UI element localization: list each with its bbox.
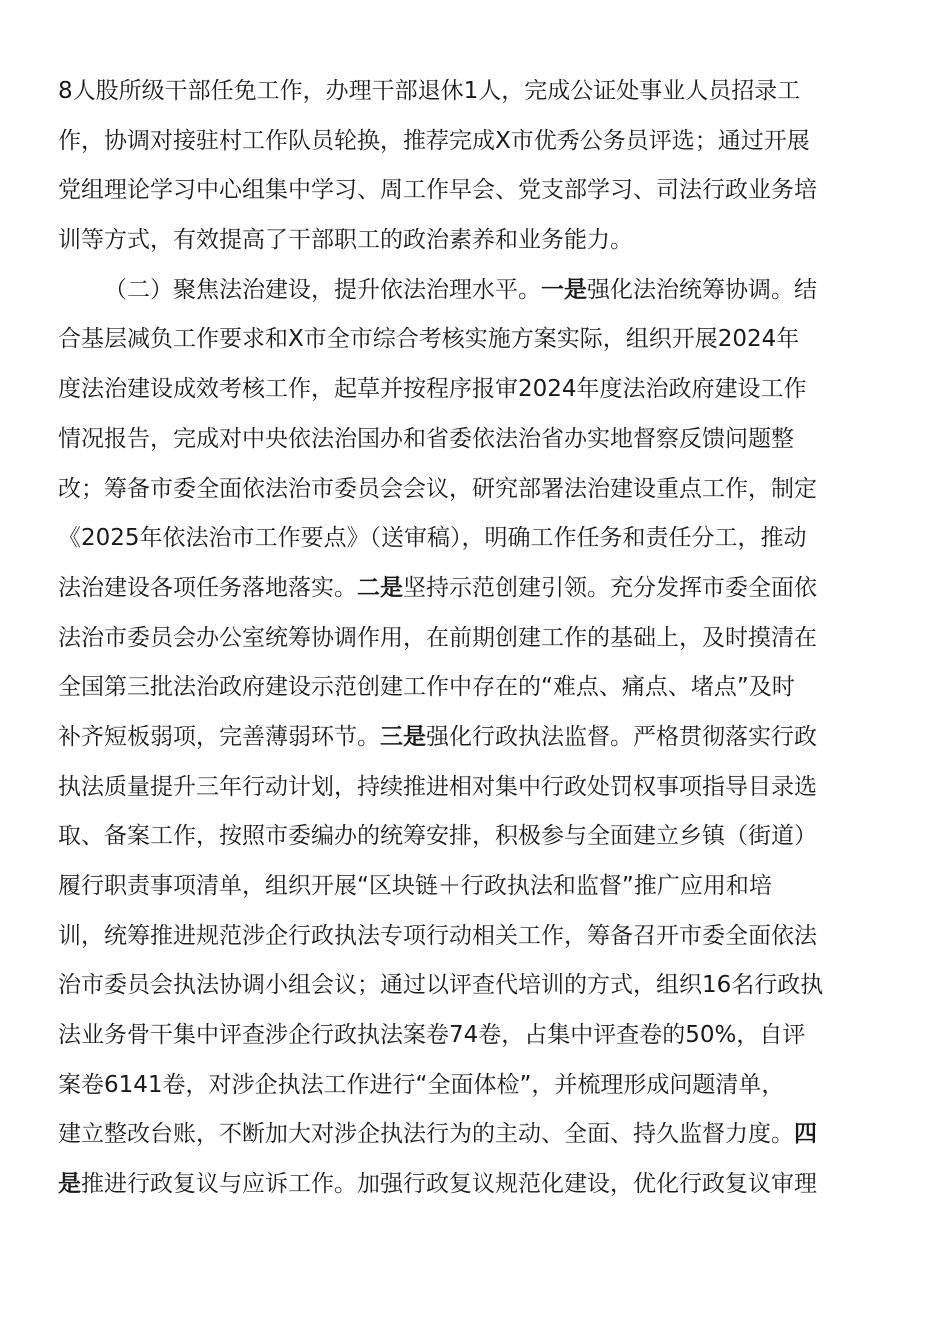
text-line bbox=[58, 812, 898, 862]
text-segment: 强化法治统筹协调。结 bbox=[587, 276, 817, 303]
text-segment: 执法质量提升三年行动计划，持续推进相对集中行政处罚权事项指导目录选 bbox=[58, 773, 817, 800]
text-line bbox=[58, 216, 898, 266]
text-segment: 取、备案工作，按照市委编办的统筹安排，积极参与全面建立乡镇（街道） bbox=[58, 823, 817, 850]
text-segment: 强化行政执法监督。严格贯彻落实行政 bbox=[426, 723, 817, 750]
text-segment: 法治建设各项任务落地落实。 bbox=[58, 574, 357, 601]
text-line bbox=[58, 961, 898, 1011]
point-marker-four-part1: 四 bbox=[794, 1121, 817, 1148]
text-segment: 坚持示范创建引领。充分发挥市委全面依 bbox=[403, 574, 817, 601]
text-line bbox=[58, 1061, 898, 1111]
text-segment: 作，协调对接驻村工作队员轮换，推荐完成X市优秀公务员评选；通过开展 bbox=[58, 127, 810, 154]
text-line bbox=[58, 763, 898, 813]
text-line bbox=[58, 465, 898, 515]
text-segment: 法业务骨干集中评查涉企行政执法案卷74卷，占集中评查卷的50%，自评 bbox=[58, 1022, 806, 1049]
text-segment: 合基层减负工作要求和X市全市综合考核实施方案实际，组织开展2024年 bbox=[58, 326, 800, 353]
text-line bbox=[58, 614, 898, 664]
point-marker-one: 一是 bbox=[541, 276, 587, 303]
body-text bbox=[58, 67, 898, 1210]
text-line bbox=[58, 1110, 898, 1160]
text-line bbox=[58, 67, 898, 117]
text-segment: 度法治建设成效考核工作，起草并按程序报审2024年度法治政府建设工作 bbox=[58, 376, 807, 403]
text-segment: 推进行政复议与应诉工作。加强行政复议规范化建设，优化行政复议审理 bbox=[81, 1171, 817, 1198]
point-marker-four-part2: 是 bbox=[58, 1171, 81, 1198]
text-line bbox=[58, 564, 898, 614]
text-segment: 全国第三批法治政府建设示范创建工作中存在的“难点、痛点、堵点”及时 bbox=[58, 674, 795, 701]
text-segment: 履行职责事项清单，组织开展“区块链＋行政执法和监督”推广应用和培 bbox=[58, 873, 772, 899]
text-line bbox=[58, 415, 898, 465]
point-marker-three: 三是 bbox=[380, 723, 426, 750]
section-heading-line bbox=[58, 266, 898, 316]
text-line bbox=[58, 1011, 898, 1061]
text-line bbox=[58, 862, 898, 912]
text-segment: 党组理论学习中心组集中学习、周工作早会、党支部学习、司法行政业务培 bbox=[58, 177, 817, 204]
text-line bbox=[58, 1160, 898, 1210]
text-line bbox=[58, 315, 898, 365]
text-segment: 训等方式，有效提高了干部职工的政治素养和业务能力。 bbox=[58, 227, 633, 254]
text-segment: 情况报告，完成对中央依法治国办和省委依法治省办实地督察反馈问题整 bbox=[58, 425, 794, 452]
text-line bbox=[58, 713, 898, 763]
text-line bbox=[58, 117, 898, 167]
text-segment: 改；筹备市委全面依法治市委员会会议，研究部署法治建设重点工作，制定 bbox=[58, 475, 817, 502]
section-heading: （二）聚焦法治建设，提升依法治理水平。 bbox=[104, 276, 541, 303]
point-marker-two: 二是 bbox=[357, 574, 403, 601]
text-segment: 案卷6141卷，对涉企执法工作进行“全面体检”，并梳理形成问题清单， bbox=[58, 1071, 785, 1098]
text-line bbox=[58, 365, 898, 415]
text-line bbox=[58, 166, 898, 216]
text-segment: 训，统筹推进规范涉企行政执法专项行动相关工作，筹备召开市委全面依法 bbox=[58, 922, 817, 949]
text-line bbox=[58, 514, 898, 564]
text-segment: 《2025年依法治市工作要点》（送审稿），明确工作任务和责任分工，推动 bbox=[58, 525, 807, 552]
text-segment: 法治市委员会办公室统筹协调作用，在前期创建工作的基础上，及时摸清在 bbox=[58, 624, 817, 651]
text-segment: 治市委员会执法协调小组会议；通过以评查代培训的方式，组织16名行政执 bbox=[58, 972, 824, 999]
text-line bbox=[58, 912, 898, 962]
text-segment: 8人股所级干部任免工作，办理干部退休1人，完成公证处事业人员招录工 bbox=[58, 78, 801, 104]
text-segment: 补齐短板弱项，完善薄弱环节。 bbox=[58, 723, 380, 750]
text-segment: 建立整改台账，不断加大对涉企执法行为的主动、全面、持久监督力度。 bbox=[58, 1121, 794, 1148]
text-line bbox=[58, 663, 898, 713]
